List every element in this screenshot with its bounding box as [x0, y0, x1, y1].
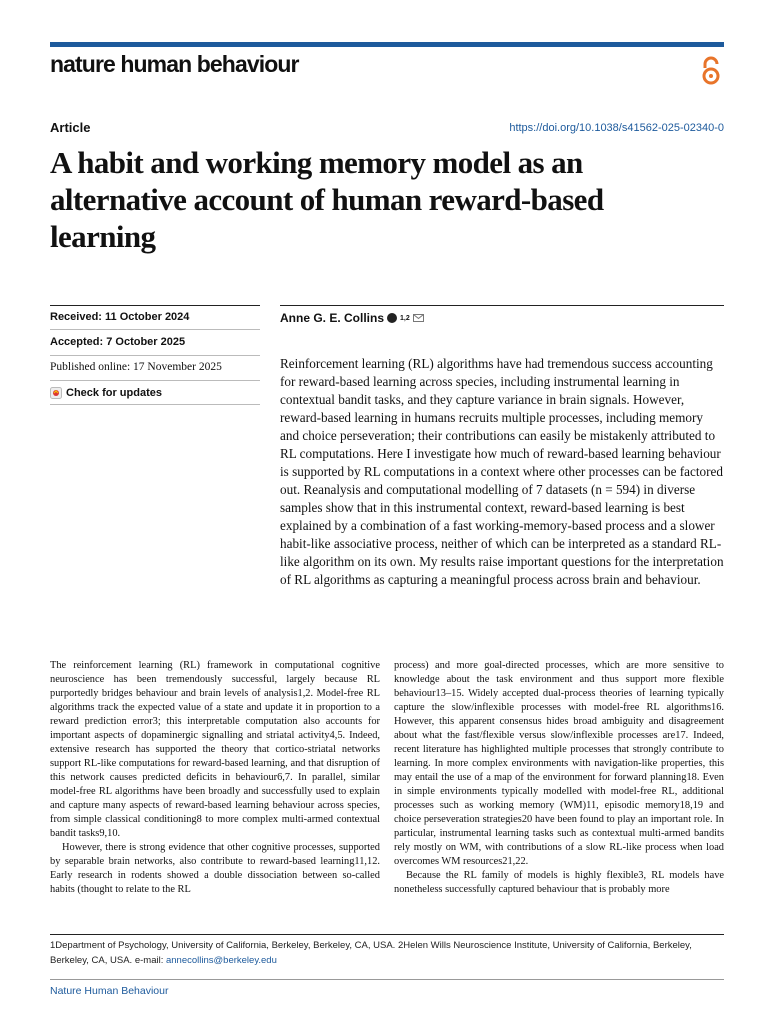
check-updates-label: Check for updates [66, 387, 162, 399]
footer-journal: Nature Human Behaviour [50, 985, 169, 997]
check-updates-button[interactable] [50, 387, 162, 399]
journal-name: nature human behaviour [50, 51, 299, 77]
author [280, 311, 424, 325]
affiliations-text: 1Department of Psychology, University of California, Berkeley, Berkeley, CA, USA. 2Helen Wills Neuroscience Institute, University of California, Berkeley, Berkeley, CA, USA. [50, 940, 692, 966]
published-date: Published online: 17 November 2025 [50, 361, 222, 373]
received-date: Received: 11 October 2024 [50, 311, 190, 323]
abstract: Reinforcement learning (RL) algorithms have had tremendous success accounting for reward-based learning across species, including instrumental learning in contextual bandit tasks, and they capture variance in brain signals. However, reward-based learning in humans recruits multiple processes, including memory and choice perseveration; their contributions can easily be mistakenly attributed to RL computations. Here I investigate how much of reward-based learning behaviour is supported by RL computations in a context where other processes can be factored out. Reanalysis and computational modelling of 7 datasets (n = 594) in diverse samples show that in this instrumental context, reward-based learning is best explained by a combination of a fast working-memory-based process and a slower habit-like associative process, neither of which can be interpreted as a standard RL-like algorithm on its own. My results raise important questions for the interpretation of RL algorithms as capturing a meaningful process across brain and behaviour. [280, 356, 724, 587]
body-paragraph: Because the RL family of models is highly flexible3, RL models have nonetheless successfully captured behaviour that is probably more [394, 870, 724, 895]
divider [280, 305, 724, 306]
check-updates-icon [50, 387, 62, 399]
divider [50, 404, 260, 405]
orcid-icon[interactable] [387, 313, 397, 323]
divider [50, 355, 260, 356]
divider [50, 380, 260, 381]
divider [50, 329, 260, 330]
divider [50, 934, 724, 935]
author-name: Anne G. E. Collins [280, 311, 385, 325]
divider [50, 979, 724, 980]
body-paragraph: The reinforcement learning (RL) framework in computational cognitive neuroscience has been tremendously successful, largely because RL purportedly bridges behaviour and brain levels of analysis1,2. Model-free RL algorithms track the expected value of a state and update it in proportion to a reward prediction error3; this interpretable computation also accounts for important aspects of dopaminergic signalling and striatal activity4,5. Indeed, extensive research has supported the theory that cortico-striatal networks support RL-like computations for reward-based learning, and that disruption of this network causes predicted deficits in behaviour6,7. In parallel, similar model-free RL algorithms have been broadly and successfully used to explain and capture many aspects of reward-based learning behaviour across species, from simple classical conditioning8 to more complex multi-armed contextual bandit tasks9,10. [50, 660, 380, 839]
body-paragraph: However, there is strong evidence that other cognitive processes, supported by separable brain networks, also contribute to reward-based learning11,12. Early research in rodents showed a double dissociation between so-called habits (thought to relate to the RL [50, 842, 380, 895]
open-access-icon [700, 56, 722, 86]
email-label: e-mail: [134, 955, 166, 966]
header-bar [50, 42, 724, 47]
divider [50, 305, 260, 306]
author-affiliation: 1,2 [400, 314, 410, 322]
body-column-right [394, 659, 724, 897]
accepted-date: Accepted: 7 October 2025 [50, 336, 186, 348]
article-type: Article [50, 120, 91, 135]
doi-link[interactable]: https://doi.org/10.1038/s41562-025-02340-0 [509, 122, 724, 134]
email-link[interactable]: annecollins@berkeley.edu [165, 955, 277, 966]
body-paragraph: process) and more goal-directed processes, which are more sensitive to knowledge about the task environment and thus support more flexible behaviour13–15. Widely accepted dual-process theories of learning typically capture the slow/inflexible processes with model-free RL algorithms16. However, this apparent consensus hides broad ambiguity and disagreement about what the fast/flexible versus slow/inflexible processes are17. Indeed, recent literature has highlighted multiple processes that strongly contribute to learning. In more complex environments with navigation-like properties, this may entail the use of a map of the environment for forward planning18. Even in simple environments typically modelled with model-free RL, additional processes such as working memory (WM)11, episodic memory18,19 and choice perseveration strategies20 have been found to play an important role. In particular, instrumental learning tasks such as contextual multi-armed bandits rely mostly on WM, with contributions of a slow RL-like process when load overcomes WM resources21,22. [394, 660, 724, 867]
affiliations-footnote [50, 938, 724, 968]
email-icon[interactable] [413, 314, 424, 322]
article-title: A habit and working memory model as an alternative account of human reward-based learning [50, 145, 604, 254]
body-column-left [50, 659, 380, 897]
